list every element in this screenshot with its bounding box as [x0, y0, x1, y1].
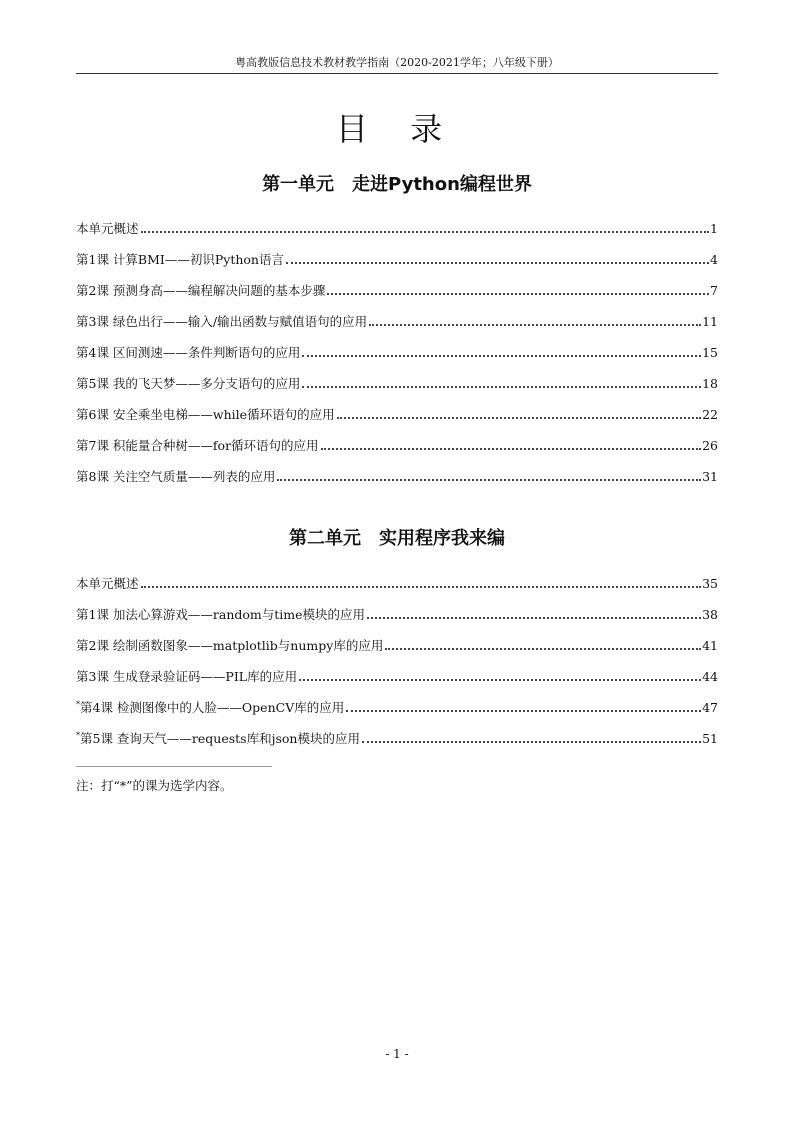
toc-page-number: 7	[710, 283, 718, 298]
unit-title: 第二单元 实用程序我来编	[289, 528, 505, 549]
toc-page-number: 35	[702, 576, 718, 591]
optional-marker: *	[76, 730, 80, 740]
toc-item[interactable]	[76, 206, 718, 237]
toc-page-number: 44	[702, 669, 718, 684]
dot-leader	[302, 355, 701, 357]
toc-item[interactable]	[76, 561, 718, 592]
toc-page-number: 41	[702, 638, 718, 653]
toc-item-label: 第3课 绿色出行——输入/输出函数与赋值语句的应用	[76, 314, 368, 329]
toc-page-number: 47	[702, 700, 718, 715]
toc-page-number: 51	[702, 731, 718, 746]
toc-page-number: 4	[710, 252, 718, 267]
dot-leader	[362, 741, 701, 743]
page-number: - 1 -	[385, 1047, 409, 1061]
toc-item-label: 第1课 计算BMI——初识Python语言	[76, 252, 284, 267]
unit-title: 第一单元 走进Python编程世界	[262, 174, 532, 195]
toc-item[interactable]	[76, 592, 718, 623]
toc-item-label: 第5课 我的飞天梦——多分支语句的应用	[76, 376, 301, 391]
toc-page-number: 22	[702, 407, 718, 422]
toc-page-number: 31	[702, 469, 718, 484]
dot-leader	[327, 293, 709, 295]
header-rule	[76, 73, 718, 74]
dot-leader	[141, 231, 710, 233]
toc-item-label: 本单元概述	[76, 576, 139, 591]
toc-item[interactable]	[76, 685, 718, 716]
toc-page-number: 15	[702, 345, 718, 360]
dot-leader	[369, 324, 701, 326]
toc-item[interactable]	[76, 268, 718, 299]
toc-item[interactable]	[76, 716, 718, 747]
toc-item[interactable]	[76, 654, 718, 685]
dot-leader	[299, 679, 701, 681]
toc-item[interactable]	[76, 392, 718, 423]
dot-leader	[302, 386, 701, 388]
dot-leader	[346, 710, 701, 712]
dot-leader	[337, 417, 702, 419]
toc-item-label: 第6课 安全乘坐电梯——while循环语句的应用	[76, 407, 335, 422]
toc-item[interactable]	[76, 361, 718, 392]
toc-page-number: 18	[702, 376, 718, 391]
toc-item-label: 第5课 查询天气——requests库和json模块的应用	[80, 731, 360, 746]
toc-list	[76, 561, 718, 747]
toc-item-label: 第3课 生成登录验证码——PIL库的应用	[76, 669, 298, 684]
toc-item[interactable]	[76, 330, 718, 361]
toc-page-number: 26	[702, 438, 718, 453]
running-header: 粤高教版信息技术教材教学指南（2020-2021学年；八年级下册）	[235, 56, 559, 69]
toc-page-number: 38	[702, 607, 718, 622]
toc-item-label: 第4课 检测图像中的人脸——OpenCV库的应用	[80, 700, 345, 715]
dot-leader	[277, 479, 701, 481]
dot-leader	[141, 586, 702, 588]
toc-item-label: 本单元概述	[76, 221, 139, 236]
toc-item-label: 第4课 区间测速——条件判断语句的应用	[76, 345, 301, 360]
toc-item[interactable]	[76, 237, 718, 268]
toc-item-label: 第1课 加法心算游戏——random与time模块的应用	[76, 607, 366, 622]
document-title: 目 录	[335, 110, 459, 149]
dot-leader	[385, 648, 701, 650]
toc-page-number: 1	[710, 221, 718, 236]
optional-marker: *	[76, 699, 80, 709]
toc-item[interactable]	[76, 623, 718, 654]
toc-item-label: 第2课 绘制函数图象——matplotlib与numpy库的应用	[76, 638, 384, 653]
toc-item[interactable]	[76, 299, 718, 330]
footnote: 注：打“*”的课为选学内容。	[76, 778, 233, 793]
dot-leader	[286, 262, 709, 264]
dot-leader	[321, 448, 702, 450]
toc-item[interactable]	[76, 454, 718, 485]
toc-item-label: 第8课 关注空气质量——列表的应用	[76, 469, 276, 484]
toc-item-label: 第2课 预测身高——编程解决问题的基本步骤	[76, 283, 326, 298]
toc-list	[76, 206, 718, 485]
dot-leader	[367, 617, 701, 619]
toc-item-label: 第7课 积能量合种树——for循环语句的应用	[76, 438, 319, 453]
footnote-rule	[76, 766, 272, 767]
toc-item[interactable]	[76, 423, 718, 454]
toc-page-number: 11	[702, 314, 718, 329]
